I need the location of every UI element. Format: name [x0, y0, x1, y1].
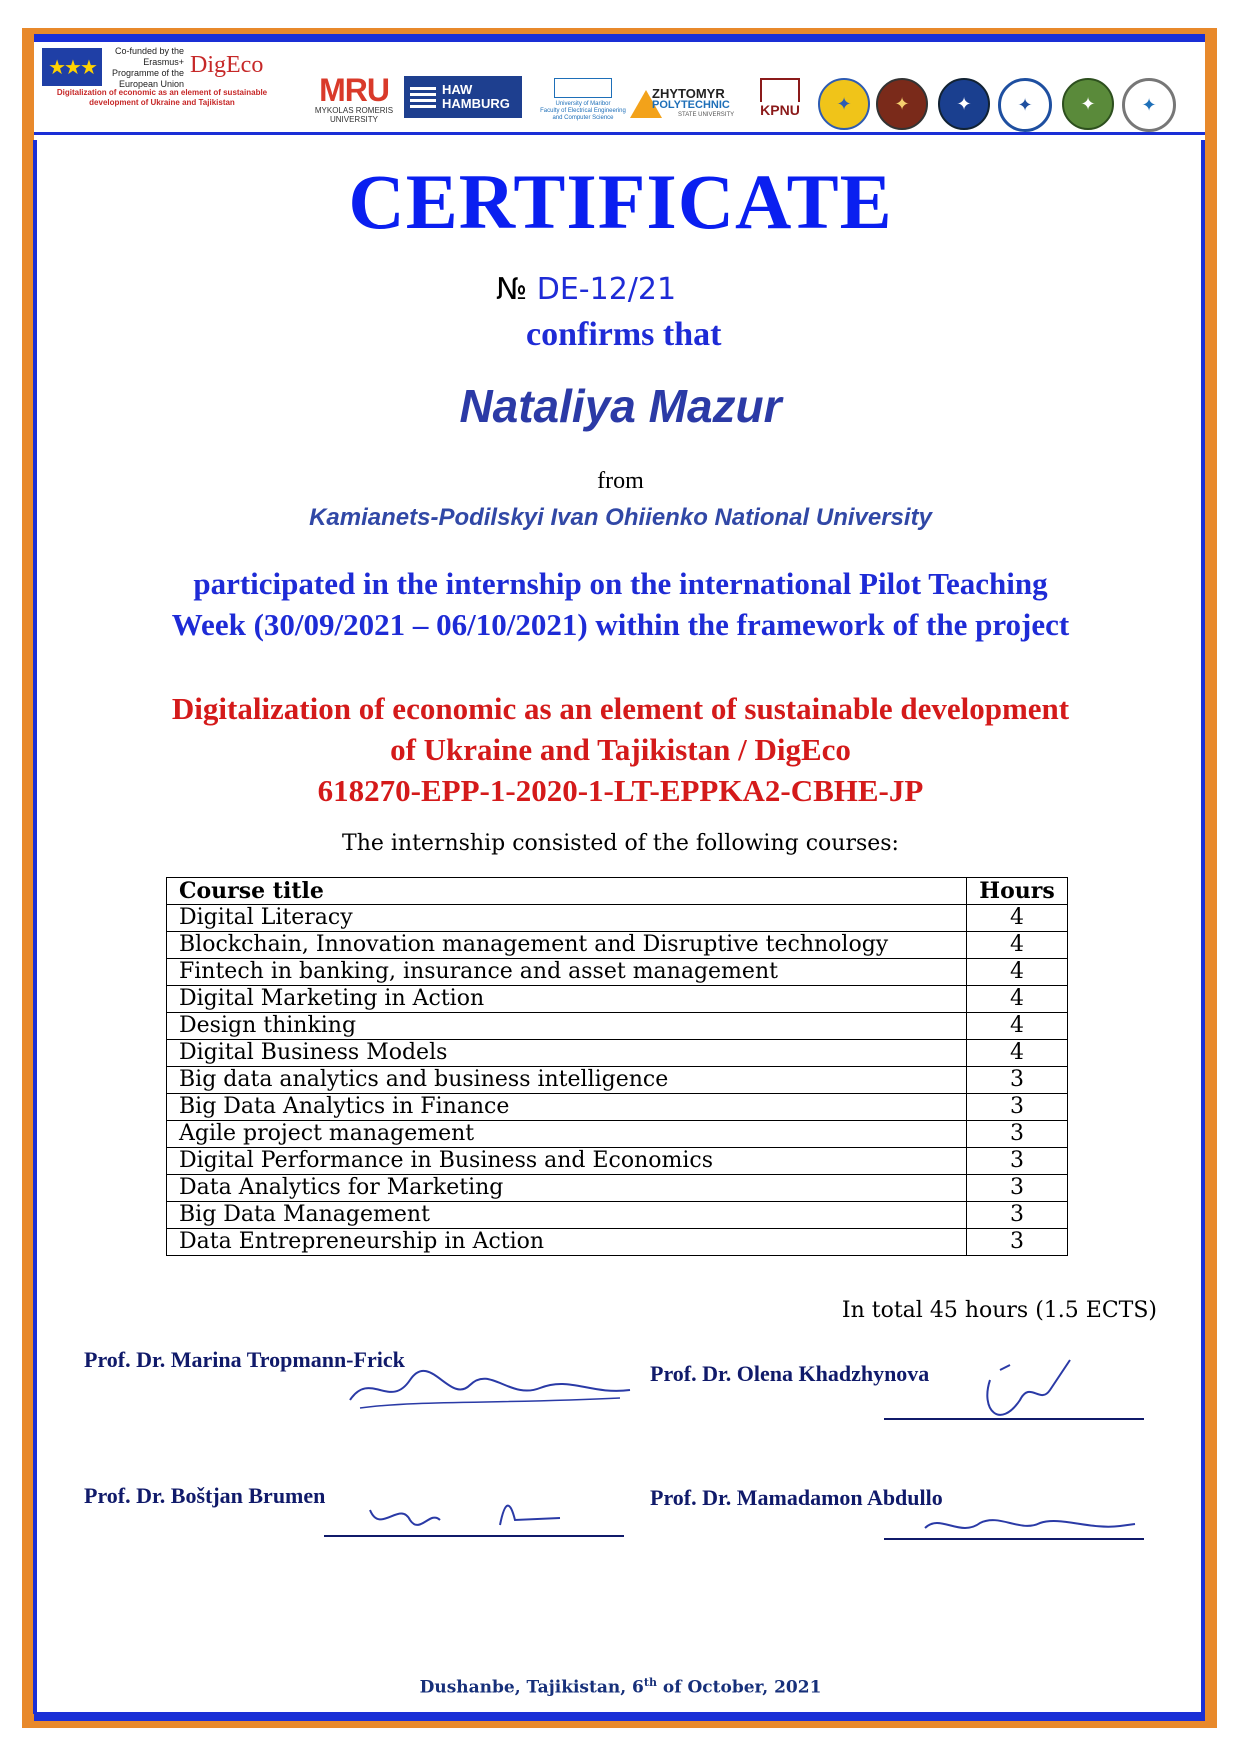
course-title-cell: Big Data Analytics in Finance	[167, 1094, 967, 1121]
frame-top-bar	[34, 34, 1205, 42]
course-hours-cell: 4	[967, 1040, 1068, 1067]
courses-table	[166, 877, 1068, 1256]
participation-line1: participated in the internship on the international Pilot Teaching	[193, 566, 1048, 601]
table-row	[167, 932, 1068, 959]
table-row	[167, 1040, 1068, 1067]
number-prefix: №	[496, 272, 528, 307]
total-hours: In total 45 hours (1.5 ECTS)	[841, 1298, 1157, 1323]
place-text: Dushanbe, Tajikistan, 6	[419, 1677, 644, 1698]
university-seal-icon: ✦	[1122, 78, 1176, 132]
course-hours-cell: 4	[967, 1013, 1068, 1040]
university-seal-icon: ✦	[876, 78, 928, 130]
course-hours-cell: 3	[967, 1229, 1068, 1256]
course-title-cell: Digital Business Models	[167, 1040, 967, 1067]
certificate-title: CERTIFICATE	[348, 158, 893, 245]
course-title-cell: Data Analytics for Marketing	[167, 1175, 967, 1202]
kpnu-logo	[754, 78, 806, 124]
day-suffix: th	[643, 1676, 657, 1689]
course-hours-cell: 4	[967, 932, 1068, 959]
header-divider	[34, 132, 1205, 135]
signature-abdullo	[920, 1508, 1140, 1548]
university-seal-icon: ✦	[938, 78, 990, 130]
participation-line2: Week (30/09/2021 – 06/10/2021) within the framework of the project	[171, 607, 1070, 642]
digeco-logo: DigEco	[190, 52, 264, 78]
haw-line1: HAW	[442, 82, 473, 97]
frame-left-bar	[33, 140, 37, 1714]
course-hours-cell: 4	[967, 986, 1068, 1013]
confirms-text: confirms that	[526, 316, 722, 353]
maribor-line2: Faculty of Electrical Engineering and Computer Science	[540, 108, 626, 121]
course-title-cell: Agile project management	[167, 1121, 967, 1148]
kpnu-text: KPNU	[760, 102, 800, 118]
course-title-cell: Data Entrepreneurship in Action	[167, 1229, 967, 1256]
university-seal-icon: ✦	[1062, 78, 1114, 130]
table-row	[167, 905, 1068, 932]
course-title-cell: Big Data Management	[167, 1202, 967, 1229]
from-text: from	[597, 468, 644, 494]
table-row	[167, 1013, 1068, 1040]
place-and-date	[0, 1672, 1241, 1699]
course-title-cell: Blockchain, Innovation management and Disruptive technology	[167, 932, 967, 959]
haw-hamburg-logo	[404, 76, 522, 118]
course-hours-cell: 3	[967, 1067, 1068, 1094]
course-hours-cell: 3	[967, 1202, 1068, 1229]
course-title-cell: Digital Literacy	[167, 905, 967, 932]
table-row	[167, 1148, 1068, 1175]
table-row	[167, 986, 1068, 1013]
courses-intro: The internship consisted of the following courses:	[342, 831, 899, 856]
mru-name: MYKOLAS ROMERIS UNIVERSITY	[314, 106, 394, 124]
table-row	[167, 1202, 1068, 1229]
date-text: of October, 2021	[656, 1677, 822, 1698]
course-hours-cell: 3	[967, 1094, 1068, 1121]
haw-line2: HAMBURG	[442, 96, 510, 111]
signer-tropmann-frick: Prof. Dr. Marina Tropmann-Frick	[84, 1347, 405, 1372]
maribor-building-icon	[554, 78, 612, 98]
table-row	[167, 1175, 1068, 1202]
zhytomyr-line3: STATE UNIVERSITY	[678, 112, 735, 118]
eu-flag-icon: ★★★	[42, 48, 102, 86]
haw-bars-icon	[410, 84, 436, 111]
signer-brumen: Prof. Dr. Boštjan Brumen	[84, 1483, 326, 1508]
course-hours-cell: 3	[967, 1121, 1068, 1148]
signature-khadzhynova	[960, 1350, 1100, 1440]
maribor-logo	[540, 78, 626, 128]
course-title-cell: Digital Performance in Business and Economics	[167, 1148, 967, 1175]
course-hours-cell: 3	[967, 1148, 1068, 1175]
column-header-hours: Hours	[967, 878, 1068, 905]
table-header-row	[167, 878, 1068, 905]
course-title-cell: Fintech in banking, insurance and asset management	[167, 959, 967, 986]
participation-statement	[60, 563, 1181, 645]
number-value: DE-12/21	[536, 272, 677, 307]
signature-brumen	[360, 1490, 580, 1540]
project-title	[60, 688, 1181, 811]
university-seal-icon: ✦	[998, 78, 1052, 132]
table-row	[167, 1067, 1068, 1094]
project-line2: of Ukraine and Tajikistan / DigEco	[390, 732, 851, 767]
project-code: 618270-EPP-1-2020-1-LT-EPPKA2-CBHE-JP	[317, 773, 924, 808]
course-title-cell: Design thinking	[167, 1013, 967, 1040]
recipient-name: Nataliya Mazur	[459, 380, 782, 432]
zhytomyr-logo	[630, 86, 742, 122]
mru-logo	[312, 74, 396, 124]
course-hours-cell: 3	[967, 1175, 1068, 1202]
maribor-line1: University of Maribor	[555, 101, 611, 107]
course-title-cell: Big data analytics and business intelligence	[167, 1067, 967, 1094]
zhytomyr-line1: ZHYTOMYR	[652, 86, 725, 101]
recipient-university: Kamianets-Podilskyi Ivan Ohiienko National University	[309, 504, 932, 531]
eu-cofunded-text: Co-funded by the Erasmus+ Programme of the European Union	[111, 46, 184, 89]
digeco-subtitle: Digitalization of economic as an element of sustainable development of Ukraine and Tajikistan	[56, 88, 268, 107]
frame-right-bar	[1201, 140, 1205, 1714]
frame-bottom-bar	[34, 1712, 1205, 1721]
signature-tropmann-frick	[340, 1360, 640, 1420]
course-hours-cell: 4	[967, 905, 1068, 932]
certificate-number	[496, 272, 676, 308]
course-title-cell: Digital Marketing in Action	[167, 986, 967, 1013]
mru-mark: MRU	[319, 72, 389, 108]
university-seal-icon: ✦	[818, 78, 870, 130]
course-hours-cell: 4	[967, 959, 1068, 986]
table-row	[167, 1229, 1068, 1256]
signer-khadzhynova: Prof. Dr. Olena Khadzhynova	[650, 1361, 930, 1386]
kpnu-building-icon	[760, 78, 800, 102]
signer-abdullo: Prof. Dr. Mamadamon Abdullo	[650, 1485, 943, 1510]
column-header-course: Course title	[167, 878, 967, 905]
table-row	[167, 1094, 1068, 1121]
zhytomyr-line2: POLYTECHNIC	[652, 99, 730, 111]
project-line1: Digitalization of economic as an element of sustainable development	[171, 691, 1070, 726]
table-row	[167, 959, 1068, 986]
table-row	[167, 1121, 1068, 1148]
